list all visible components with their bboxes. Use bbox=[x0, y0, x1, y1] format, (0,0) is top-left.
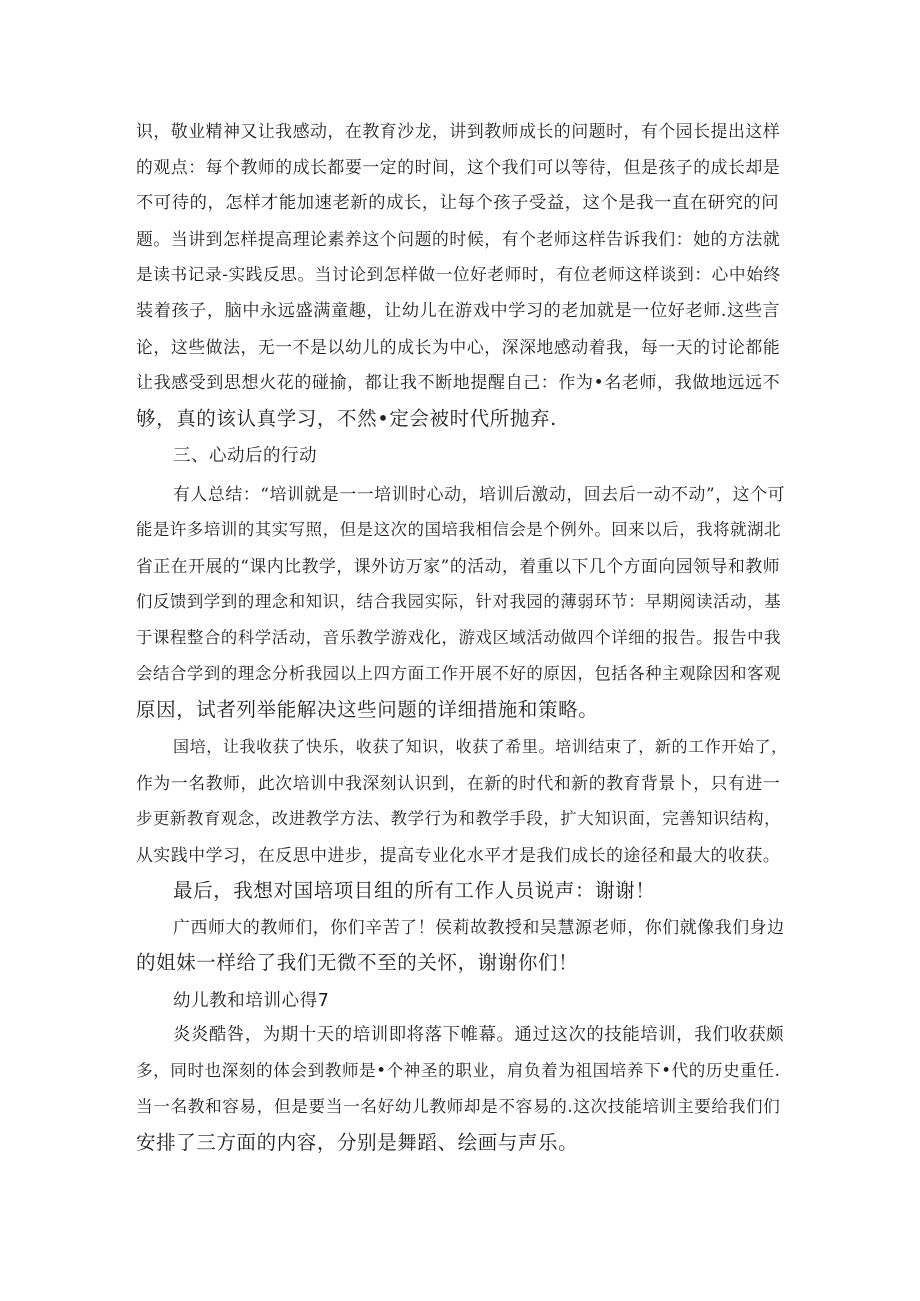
heading-text: 三、心动后的行动 bbox=[173, 446, 317, 466]
text-line: 当一名教和容易，但是要当一名好幼儿教师却是不容易的.这次技能培训主要给我们们 bbox=[136, 1097, 781, 1116]
text-line: 的姐妹一样给了我们无微不至的关怀，谢谢你们！ bbox=[136, 951, 579, 974]
text-line: 论，这些做法，无一不是以幼儿的成长为中心，深深地感动着我，每一天的讨论都能 bbox=[136, 337, 781, 357]
text-line: 作为一名教师，此次培训中我深刻认识到，在新的时代和新的教育背景卜，只有进一 bbox=[136, 773, 781, 793]
title-text: 幼儿教和培训心得7 bbox=[173, 991, 330, 1011]
text-line: 让我感受到思想火花的碰揄，都让我不断地提醒自己：作为•名老师，我做地远远不 bbox=[136, 373, 781, 393]
text-line: 于课程整合的科学活动，音乐教学游戏化，游戏区域活动做四个详细的报告。报告中我 bbox=[136, 628, 782, 647]
paragraph-4 bbox=[136, 873, 781, 909]
text-line: 原因，试者列举能解决这些问题的详细措施和策略。 bbox=[136, 698, 599, 721]
text-line: 的观点：每个教师的成长都要一定的时间，这个我们可以等待，但是孩子的成长却是 bbox=[136, 157, 781, 177]
text-line: 们反馈到学到的理念和知识，结合我园实际，针对我园的薄弱环节：早期阅读活动，基 bbox=[136, 592, 782, 611]
text-line: 广西师大的教师们，你们辛苦了！侯莉故教授和吴慧源老师，你们就像我们身边 bbox=[173, 917, 785, 937]
text-line: 步更新教育观念，改进教学方法、教学行为和教学手段，扩大知识面，完善知识结构， bbox=[136, 809, 782, 828]
text-line: 省正在开展的“课内比教学，课外访万家”的活动，着重以下几个方面向园领导和教师 bbox=[136, 556, 781, 576]
text-line: 能是许多培训的其实写照，但是这次的国培我相信会是个例外。回来以后，我将就湖北 bbox=[136, 520, 782, 539]
section-title-7 bbox=[136, 983, 781, 1019]
text-line: 识，敬业精神又让我感动，在教育沙龙，讲到教师成长的问题时，有个园长提出这样 bbox=[136, 121, 781, 141]
text-line: 题。当讲到怎样提高理论素养这个问题的时候，有个老师这样告诉我们：她的方法就 bbox=[136, 229, 781, 249]
text-line: 装着孩子，脑中永远盛满童趣，让幼儿在游戏中学习的老加就是一位好老师.这些言 bbox=[136, 301, 781, 321]
paragraph-2 bbox=[136, 476, 786, 728]
text-line: 多，同时也深刻的体会到教师是•个神圣的职业，肩负着为祖国培养下•代的历史重任. bbox=[136, 1061, 781, 1080]
section-heading-3 bbox=[136, 438, 781, 474]
paragraph-5 bbox=[136, 909, 785, 981]
text-line: 不可待的，怎样才能加速老新的成长，让每个孩子受益，这个是我一直在研究的问 bbox=[136, 193, 780, 213]
text-line: 国培，让我收获了快乐，收获了知识，收获了希里。培训结束了，新的工作开始了， bbox=[173, 737, 788, 756]
text-line: 是读书记录-实践反思。当讨论到怎样做一位好老师时，有位老师这样谈到：心中始终 bbox=[136, 265, 781, 284]
text-line: 从实践中学习，在反思中进步，提高专业化水平才是我们成长的途径和最大的收获。 bbox=[136, 845, 781, 865]
text-line: 炎炎酷咎，为期十天的培训即将落下帷幕。通过这次的技能培训，我们收获颇 bbox=[173, 1025, 785, 1045]
text-line: 最后，我想对国培项目组的所有工作人员说声：谢谢！ bbox=[173, 879, 656, 902]
paragraph-6 bbox=[136, 1017, 785, 1161]
text-line: 安排了三方面的内容，分别是舞蹈、绘画与声乐。 bbox=[136, 1131, 579, 1154]
text-line: 够，真的该认真学习，不然•定会被时代所抛弃. bbox=[136, 407, 557, 430]
paragraph-1 bbox=[136, 113, 781, 437]
text-line: 会结合学到的理念分析我园以上四方面工作开展不好的原因，包括各种主观除因和客观 bbox=[136, 664, 782, 683]
paragraph-3 bbox=[136, 729, 788, 873]
text-line: 有人总结：“培训就是一一培训时心动，培训后激动，回去后一动不动”，这个可 bbox=[173, 484, 786, 504]
